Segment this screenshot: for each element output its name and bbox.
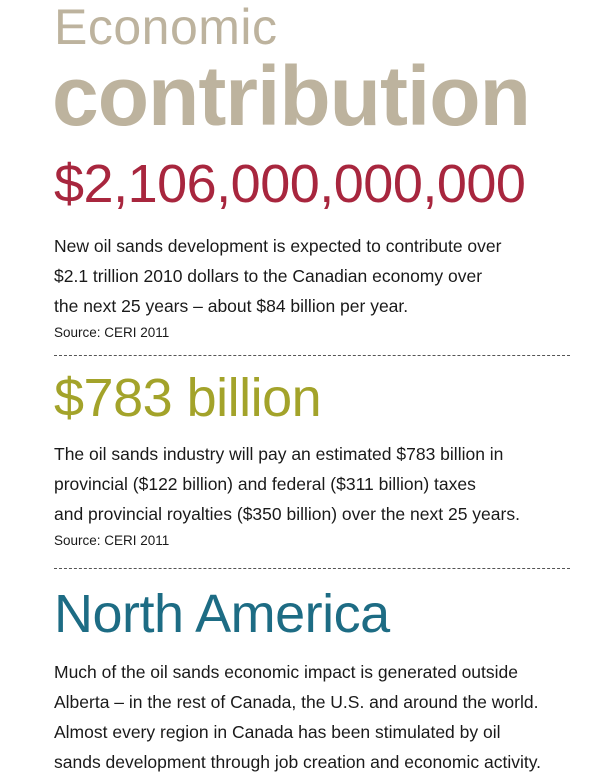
body-line: New oil sands development is expected to contribute over — [54, 236, 502, 256]
body-line: $2.1 trillion 2010 dollars to the Canadian economy over — [54, 266, 483, 286]
stat-north-america: North America — [54, 584, 390, 644]
body-line: Much of the oil sands economic impact is generated outside — [54, 662, 519, 682]
stat-contribution-amount: $2,106,000,000,000 — [54, 154, 526, 214]
body-line: Almost every region in Canada has been stimulated by oil — [54, 722, 501, 742]
body-line: the next 25 years – about $84 billion per year. — [54, 296, 409, 316]
source-note: Source: CERI 2011 — [54, 533, 170, 548]
body-line: and provincial royalties ($350 billion) over the next 25 years. — [54, 504, 520, 524]
title-contribution: contribution — [52, 49, 530, 143]
dashed-divider — [54, 568, 570, 569]
source-note: Source: CERI 2011 — [54, 325, 170, 340]
section-contribution — [54, 155, 584, 343]
title-economic: Economic — [54, 0, 278, 55]
body-line: The oil sands industry will pay an estimated $783 billion in — [54, 444, 504, 464]
section-body — [54, 657, 584, 777]
dashed-divider — [54, 355, 570, 356]
section-taxes — [54, 369, 584, 551]
body-line: Alberta – in the rest of Canada, the U.S. and around the world. — [54, 692, 539, 712]
body-line: provincial ($122 billion) and federal ($311 billion) taxes — [54, 474, 476, 494]
section-body — [54, 231, 584, 321]
body-line: sands development through job creation and economic activity. — [54, 752, 542, 772]
section-north-america — [54, 585, 584, 777]
stat-taxes-amount: $783 billion — [54, 368, 322, 428]
section-body — [54, 439, 584, 529]
